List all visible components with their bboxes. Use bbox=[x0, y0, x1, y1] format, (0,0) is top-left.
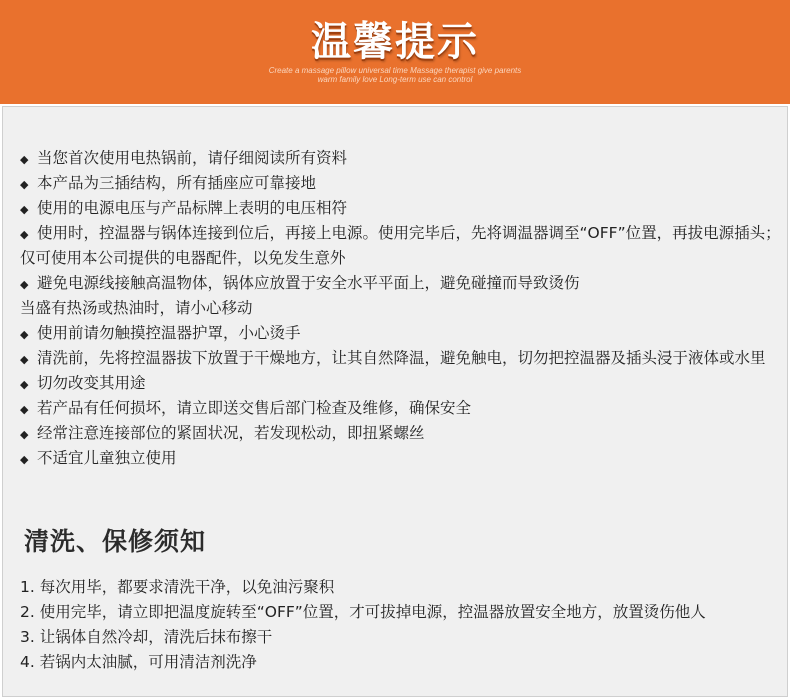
warning-item bbox=[20, 271, 786, 296]
header-subtitle-line-2: warm family love Long-term use can control bbox=[317, 75, 473, 84]
warning-text: 若产品有任何损坏，请立即送交售后部门检查及维修，确保安全 bbox=[37, 399, 472, 417]
warning-item bbox=[20, 396, 786, 421]
diamond-bullet-icon: ◆ bbox=[20, 328, 29, 341]
diamond-bullet-icon: ◆ bbox=[20, 203, 29, 216]
warning-text: 不适宜儿童独立使用 bbox=[37, 449, 177, 467]
care-item: 1. 每次用毕，都要求清洗干净，以免油污聚积 bbox=[20, 578, 335, 596]
warning-item bbox=[20, 321, 786, 346]
warning-text: 避免电源线接触高温物体，锅体应放置于安全水平平面上，避免碰撞而导致烫伤 bbox=[37, 274, 580, 292]
warning-item bbox=[20, 421, 786, 446]
warning-text: 本产品为三插结构，所有插座应可靠接地 bbox=[37, 174, 317, 192]
header-subtitle-line-1: Create a massage pillow universal time Massage therapist give parents bbox=[268, 66, 522, 75]
warning-item bbox=[20, 146, 786, 171]
diamond-bullet-icon: ◆ bbox=[20, 403, 29, 416]
warning-item bbox=[20, 196, 786, 221]
warning-text: 经常注意连接部位的紧固状况，若发现松动，即扭紧螺丝 bbox=[37, 424, 425, 442]
warning-text: 当您首次使用电热锅前，请仔细阅读所有资料 bbox=[37, 149, 348, 167]
care-item: 2. 使用完毕，请立即把温度旋转至“OFF”位置，才可拔掉电源，控温器放置安全地方，放置烫伤他人 bbox=[20, 603, 706, 621]
warning-text: 使用时，控温器与锅体连接到位后，再接上电源。使用完毕后，先将调温器调至“OFF”位置，再拔电源插头；仅可使用本公司提供的电器配件，以免发生意外 bbox=[20, 224, 781, 267]
warning-item bbox=[20, 346, 786, 371]
warning-text: 使用的电源电压与产品标牌上表明的电压相符 bbox=[37, 199, 348, 217]
diamond-bullet-icon: ◆ bbox=[20, 153, 29, 166]
warning-text: 切勿改变其用途 bbox=[37, 374, 146, 392]
warning-text: 使用前请勿触摸控温器护罩，小心烫手 bbox=[37, 324, 301, 342]
page-title: 温馨提示 bbox=[311, 18, 479, 65]
care-item: 4. 若锅内太油腻，可用清洁剂洗净 bbox=[20, 653, 257, 671]
warning-item bbox=[20, 221, 786, 271]
warning-list bbox=[20, 146, 786, 471]
diamond-bullet-icon: ◆ bbox=[20, 178, 29, 191]
warning-item bbox=[20, 296, 786, 321]
diamond-bullet-icon: ◆ bbox=[20, 228, 29, 241]
warning-item bbox=[20, 446, 786, 471]
warning-text: 清洗前，先将控温器拔下放置于干燥地方，让其自然降温，避免触电，切勿把控温器及插头浸于液体或水里 bbox=[37, 349, 766, 367]
diamond-bullet-icon: ◆ bbox=[20, 453, 29, 466]
header-subtitle bbox=[0, 66, 790, 84]
warning-item bbox=[20, 171, 786, 196]
care-section-title: 清洗、保修须知 bbox=[24, 527, 207, 556]
warning-text: 当盛有热汤或热油时，请小心移动 bbox=[20, 299, 253, 317]
care-item: 3. 让锅体自然冷却，清洗后抹布擦干 bbox=[20, 628, 273, 646]
warning-item bbox=[20, 371, 786, 396]
header-banner bbox=[0, 0, 790, 104]
diamond-bullet-icon: ◆ bbox=[20, 353, 29, 366]
care-list bbox=[20, 575, 786, 675]
diamond-bullet-icon: ◆ bbox=[20, 428, 29, 441]
diamond-bullet-icon: ◆ bbox=[20, 378, 29, 391]
diamond-bullet-icon: ◆ bbox=[20, 278, 29, 291]
